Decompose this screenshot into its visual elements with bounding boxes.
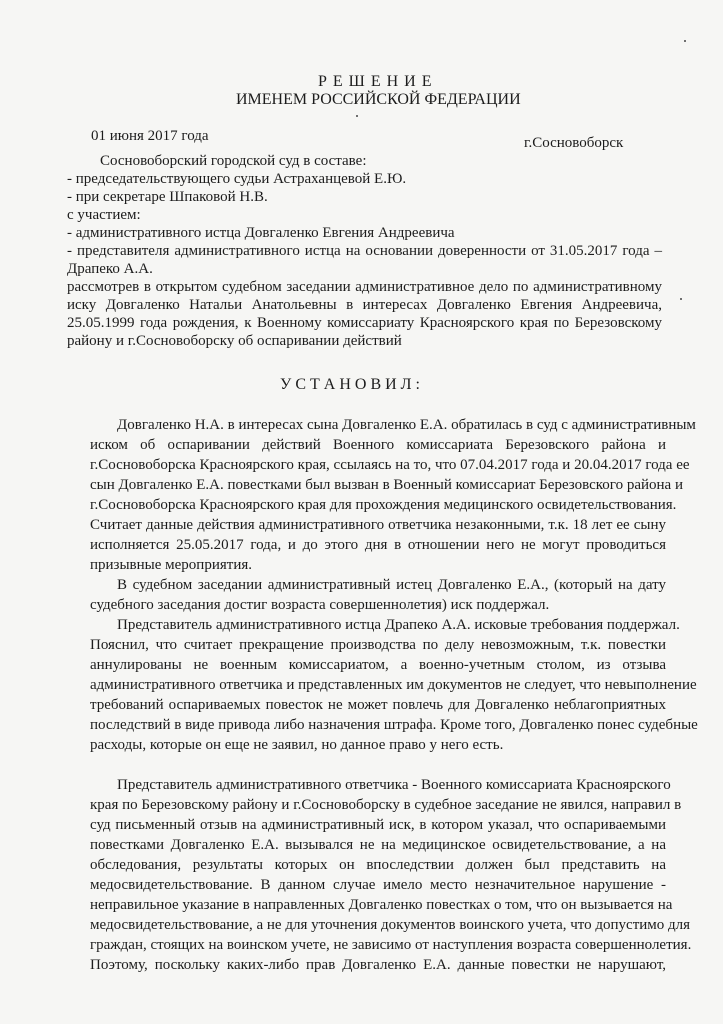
paragraph-1-line: иском об оспаривании действий Военного комиссариата Березовского района и bbox=[90, 437, 666, 453]
paragraph-1-line: г.Сосновоборска Красноярского края, ссылаясь на то, что 07.04.2017 года и 20.04.2017 года ее bbox=[90, 457, 690, 473]
court-judge: - председательствующего судьи Астраханцевой Е.Ю. bbox=[67, 171, 407, 187]
decision-title: Р Е Ш Е Н И Е bbox=[318, 73, 433, 90]
court-representative-line-2: Драпеко А.А. bbox=[67, 261, 153, 277]
paragraph-3-line: Представитель административного истца Драпеко А.А. исковые требования поддержал. bbox=[117, 617, 680, 633]
paragraph-4-line: Представитель административного ответчика - Военного комиссариата Красноярского bbox=[117, 777, 671, 793]
paragraph-1-line: исполняется 25.05.2017 года, и до этого дня в отношении него не могут проводиться bbox=[90, 537, 666, 553]
court-composition: Сосновоборский городской суд в составе: bbox=[100, 153, 367, 169]
case-line: рассмотрев в открытом судебном заседании административное дело по административному bbox=[67, 279, 662, 295]
paragraph-4-line: края по Березовскому району и г.Сосновоборску в судебное заседание не явился, направил в bbox=[90, 797, 682, 813]
paragraph-1-line: Довгаленко Н.А. в интересах сына Довгаленко Е.А. обратилась в суд с административным bbox=[117, 417, 696, 433]
case-line: 25.05.1999 года рождения, к Военному комиссариату Красноярского края по Березовскому bbox=[67, 315, 662, 331]
decision-date: 01 июня 2017 года bbox=[91, 128, 209, 144]
paragraph-1-line: Считает данные действия административного ответчика незаконными, т.к. 18 лет ее сыну bbox=[90, 517, 666, 533]
paragraph-1-line: призывные мероприятия. bbox=[90, 557, 252, 573]
paragraph-4-line: повестками Довгаленко Е.А. вызывался не на медицинское освидетельствование, а на bbox=[90, 837, 666, 853]
court-participation: с участием: bbox=[67, 207, 141, 223]
scan-speck bbox=[684, 40, 686, 42]
paragraph-3-line: требований оспариваемых повесток не может повлечь для Довгаленко неблагоприятных bbox=[90, 697, 666, 713]
case-line: иску Довгаленко Натальи Анатольевны в интересах Довгаленко Евгения Андреевича, bbox=[67, 297, 662, 313]
paragraph-4-line: граждан, стоящих на воинском учете, не зависимо от наступления возраста совершеннолетия. bbox=[90, 937, 692, 953]
paragraph-3-line: административного ответчика и представленных им документов не следует, что невыполнение bbox=[90, 677, 697, 693]
paragraph-3-line: аннулированы не военным комиссариатом, а военно-учетным столом, из отзыва bbox=[90, 657, 666, 673]
decision-city: г.Сосновоборск bbox=[524, 135, 624, 151]
established-heading: У С Т А Н О В И Л : bbox=[280, 376, 420, 393]
scan-speck bbox=[680, 298, 682, 300]
paragraph-2-line: судебного заседания достиг возраста совершеннолетия) иск поддержал. bbox=[90, 597, 550, 613]
paragraph-3-line: расходы, которые он еще не заявил, но данное право у него есть. bbox=[90, 737, 504, 753]
paragraph-3-line: Пояснил, что считает прекращение производства по делу невозможным, т.к. повестки bbox=[90, 637, 666, 653]
court-representative-line-1: - представителя административного истца на основании доверенности от 31.05.2017 года – bbox=[67, 243, 662, 259]
paragraph-3-line: последствий в виде привода либо назначения штрафа. Кроме того, Довгаленко понес судебные bbox=[90, 717, 698, 733]
paragraph-4-line: медосвидетельствование. В данном случае имело место незначительное нарушение - bbox=[90, 877, 666, 893]
paragraph-1-line: г.Сосновоборска Красноярского края для прохождения медицинского освидетельствования. bbox=[90, 497, 677, 513]
paragraph-2-line: В судебном заседании административный истец Довгаленко Е.А., (который на дату bbox=[117, 577, 666, 593]
paragraph-4-line: Поэтому, поскольку каких-либо прав Довгаленко Е.А. данные повестки не нарушают, bbox=[90, 957, 666, 973]
paragraph-4-line: медосвидетельствование, а не для уточнения документов воинского учета, что допустимо для bbox=[90, 917, 691, 933]
case-line: району и г.Сосновоборску об оспаривании действий bbox=[67, 333, 402, 349]
court-secretary: - при секретаре Шпаковой Н.В. bbox=[67, 189, 268, 205]
court-plaintiff: - административного истца Довгаленко Евгения Андреевича bbox=[67, 225, 455, 241]
paragraph-1-line: сын Довгаленко Е.А. повестками был вызван в Военный комиссариат Березовского района и bbox=[90, 477, 683, 493]
paragraph-4-line: обследования, результаты которых он впоследствии должен был представить на bbox=[90, 857, 666, 873]
decision-subtitle: ИМЕНЕМ РОССИЙСКОЙ ФЕДЕРАЦИИ bbox=[236, 91, 521, 108]
paragraph-4-line: суд письменный отзыв на административный иск, в котором указал, что оспариваемыми bbox=[90, 817, 666, 833]
scan-speck bbox=[356, 115, 358, 117]
paragraph-4-line: неправильное указание в направленных Довгаленко повестках о том, что он вызывается на bbox=[90, 897, 673, 913]
